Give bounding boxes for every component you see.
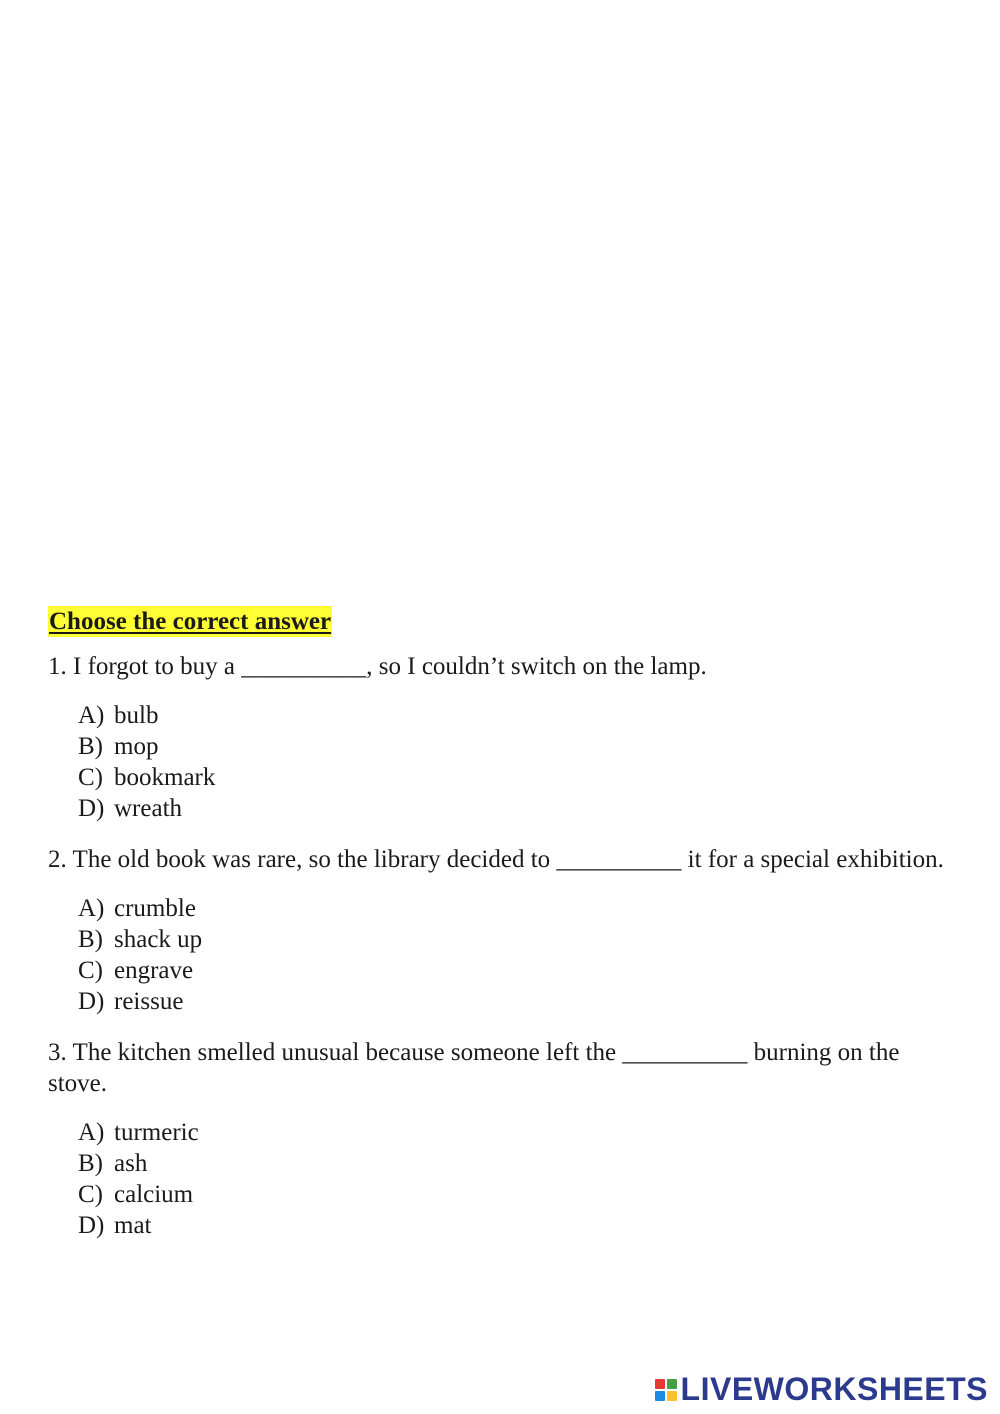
answer-option[interactable] (78, 700, 948, 731)
option-letter: A) (78, 895, 105, 922)
option-letter: D) (78, 1212, 105, 1239)
option-text: wreath (114, 795, 183, 822)
answer-option[interactable] (78, 893, 948, 924)
option-letter: C) (78, 764, 103, 791)
option-text: calcium (114, 1181, 194, 1208)
answer-options (48, 1117, 948, 1241)
logo-mark-cell (667, 1391, 677, 1401)
option-letter: C) (78, 1181, 103, 1208)
option-text: shack up (114, 926, 203, 953)
answer-option[interactable] (78, 955, 948, 986)
question-prompt: 2. The old book was rare, so the library decided to __________ it for a special exhibition. (48, 846, 944, 873)
option-text: crumble (114, 895, 196, 922)
logo-mark-cell (655, 1379, 665, 1389)
option-text: mat (114, 1212, 152, 1239)
logo-mark-cell (667, 1379, 677, 1389)
question-3 (48, 1037, 948, 1241)
option-letter: B) (78, 926, 103, 953)
worksheet (48, 606, 948, 1261)
question-1 (48, 651, 948, 824)
option-text: bulb (114, 702, 159, 729)
option-text: bookmark (114, 764, 216, 791)
logo-mark-cell (655, 1391, 665, 1401)
option-text: ash (114, 1150, 148, 1177)
option-letter: A) (78, 1119, 105, 1146)
option-text: turmeric (114, 1119, 199, 1146)
liveworksheets-logo (655, 1371, 988, 1408)
answer-option[interactable] (78, 1148, 948, 1179)
answer-option[interactable] (78, 924, 948, 955)
answer-option[interactable] (78, 731, 948, 762)
question-prompt: 3. The kitchen smelled unusual because someone left the __________ burning on the stove. (48, 1039, 900, 1097)
logo-mark-icon (655, 1379, 677, 1401)
option-letter: A) (78, 702, 105, 729)
answer-option[interactable] (78, 1179, 948, 1210)
option-letter: D) (78, 988, 105, 1015)
option-text: mop (114, 733, 159, 760)
answer-option[interactable] (78, 762, 948, 793)
answer-option[interactable] (78, 1210, 948, 1241)
question-prompt: 1. I forgot to buy a __________, so I couldn’t switch on the lamp. (48, 653, 707, 680)
option-letter: D) (78, 795, 105, 822)
option-letter: B) (78, 1150, 103, 1177)
answer-option[interactable] (78, 1117, 948, 1148)
option-letter: B) (78, 733, 103, 760)
option-text: reissue (114, 988, 184, 1015)
answer-options (48, 893, 948, 1017)
answer-options (48, 700, 948, 824)
worksheet-heading: Choose the correct answer (49, 608, 332, 635)
logo-text: LIVEWORKSHEETS (680, 1371, 988, 1407)
answer-option[interactable] (78, 986, 948, 1017)
answer-option[interactable] (78, 793, 948, 824)
option-text: engrave (114, 957, 194, 984)
question-2 (48, 844, 948, 1017)
option-letter: C) (78, 957, 103, 984)
